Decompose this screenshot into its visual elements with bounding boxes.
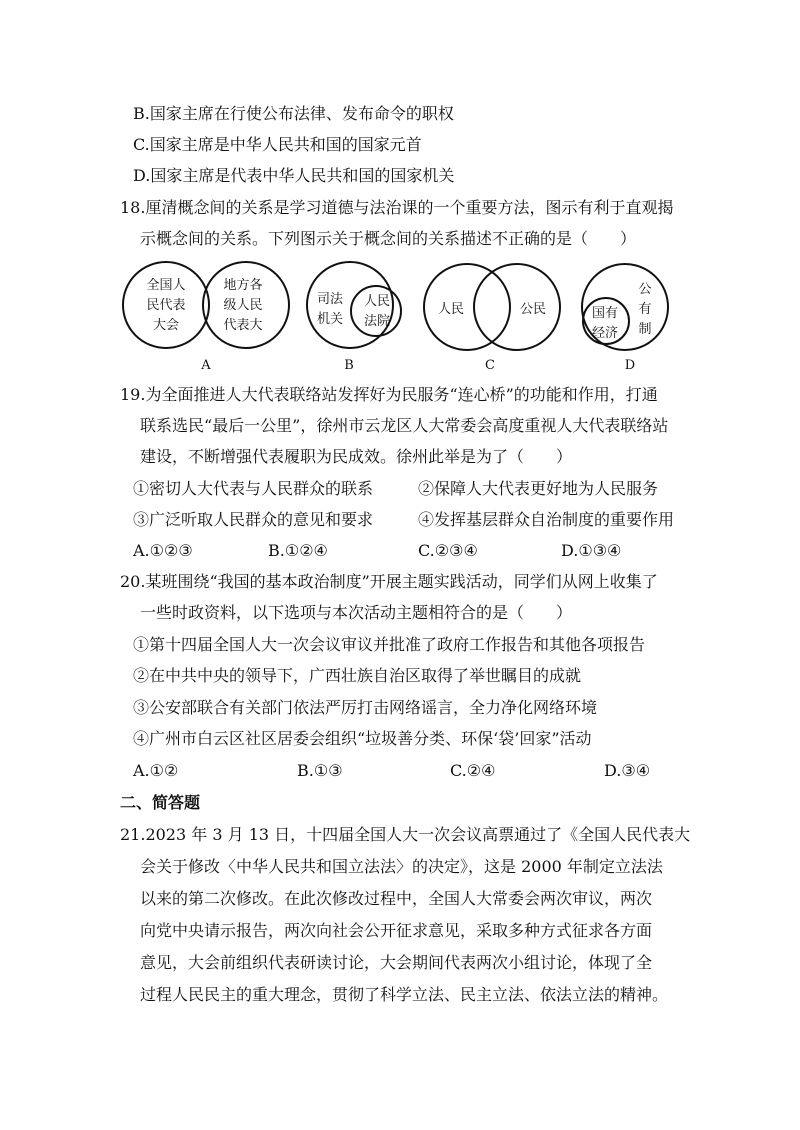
diagram-d-outer-text-3: 制 xyxy=(638,322,652,337)
q20-option-a: A.①② xyxy=(133,761,179,780)
q21-line6: 过程人民民主的重大理念，贯彻了科学立法、民主立法、依法立法的精神。 xyxy=(140,985,669,1004)
diagram-a-left-text-2: 民代表 xyxy=(146,298,186,313)
q19-option-b: B.①②④ xyxy=(268,541,328,560)
diagram-b-label: B xyxy=(344,358,354,373)
q19-stem-line2: 联系选民“最后一公里”，徐州市云龙区人大常委会高度重视人大代表联络站 xyxy=(140,416,669,435)
q20-item-2: ②在中共中央的领导下，广西壮族自治区取得了举世瞩目的成就 xyxy=(133,666,582,685)
q21-line3: 以来的第二次修改。在此次修改过程中，全国人大常委会两次审议，两次 xyxy=(140,889,653,908)
diagram-c-left-text: 人民 xyxy=(437,302,465,317)
diagram-b-outer-text-2: 机关 xyxy=(316,312,344,327)
q20-option-d: D.③④ xyxy=(604,761,651,780)
diagram-a-left-text-3: 大会 xyxy=(152,318,180,333)
q21-line2: 会关于修改〈中华人民共和国立法法〉的决定》，这是 2000 年制定立法法 xyxy=(140,857,663,876)
q17-option-b: B.国家主席在行使公布法律、发布命令的职权 xyxy=(133,104,454,123)
q19-stem-line1: 19.为全面推进人大代表联络站发挥好为民服务“连心桥”的功能和作用，打通 xyxy=(120,385,658,404)
diagram-b xyxy=(307,262,401,373)
q19-option-a: A.①②③ xyxy=(133,541,193,560)
diagram-b-inner-text-1: 人民 xyxy=(363,294,391,309)
q20-stem-line2: 一些时政资料，以下选项与本次活动主题相符合的是（ ） xyxy=(140,603,573,622)
diagram-b-outer-text-1: 司法 xyxy=(316,292,344,307)
q20-stem-line1: 20.某班围绕“我国的基本政治制度”开展主题实践活动，同学们从网上收集了 xyxy=(120,572,658,591)
q21-line1: 21.2023 年 3 月 13 日，十四届全国人大一次会议高票通过了《全国人民代表大 xyxy=(120,825,691,844)
diagram-a-left-text-1: 全国人 xyxy=(146,278,186,293)
q18-stem-line2: 示概念间的关系。下列图示关于概念间的关系描述不正确的是（ ） xyxy=(140,229,637,248)
q18-diagrams xyxy=(0,255,800,375)
diagram-d-inner-text-2: 经济 xyxy=(591,326,619,341)
q19-option-c: C.②③④ xyxy=(418,541,478,560)
q21-line5: 意见，大会前组织代表研读讨论，大会期间代表两次小组讨论，体现了全 xyxy=(140,953,653,972)
diagram-a xyxy=(123,262,289,373)
q20-item-3: ③公安部联合有关部门依法严厉打击网络谣言，全力净化网络环境 xyxy=(133,698,598,717)
q19-stem-line3: 建设，不断增强代表履职为民成效。徐州此举是为了（ ） xyxy=(140,447,573,466)
diagram-a-right-text-3: 代表大 xyxy=(223,318,263,333)
q21-line4: 向党中央请示报告，两次向社会公开征求意见，采取多种方式征求各方面 xyxy=(140,921,653,940)
q17-option-d: D.国家主席是代表中华人民共和国的国家机关 xyxy=(133,166,455,185)
diagram-d-label: D xyxy=(624,358,636,373)
diagram-a-right-text-2: 级人民 xyxy=(223,298,263,313)
diagram-d xyxy=(582,264,668,373)
diagram-c xyxy=(424,264,560,373)
diagram-b-inner-text-2: 法院 xyxy=(363,314,391,329)
diagram-c-right-text: 公民 xyxy=(519,302,547,317)
q18-stem-line1: 18.厘清概念间的关系是学习道德与法治课的一个重要方法，图示有利于直观揭 xyxy=(120,198,674,217)
q20-option-c: C.②④ xyxy=(450,761,496,780)
q17-option-c: C.国家主席是中华人民共和国的国家元首 xyxy=(133,135,422,154)
q20-option-b: B.①③ xyxy=(297,761,343,780)
q19-item-3: ③广泛听取人民群众的意见和要求 xyxy=(133,510,374,529)
section-heading-short-answer: 二、简答题 xyxy=(120,793,201,812)
q19-option-d: D.①③④ xyxy=(561,541,622,560)
diagram-d-outer-text-1: 公 xyxy=(638,282,652,297)
q19-item-1: ①密切人大代表与人民群众的联系 xyxy=(133,479,374,498)
diagram-d-outer-text-2: 有 xyxy=(638,302,652,317)
q19-item-2: ②保障人大代表更好地为人民服务 xyxy=(418,479,659,498)
q20-item-1: ①第十四届全国人大一次会议审议并批准了政府工作报告和其他各项报告 xyxy=(133,635,646,654)
q20-item-4: ④广州市白云区社区居委会组织“垃圾善分类、环保‘袋’回家”活动 xyxy=(133,729,592,748)
diagram-a-right-text-1: 地方各 xyxy=(223,278,263,293)
diagram-a-label: A xyxy=(201,358,211,373)
q19-item-4: ④发挥基层群众自治制度的重要作用 xyxy=(418,510,675,529)
diagram-c-label: C xyxy=(485,358,495,373)
diagram-d-inner-text-1: 国有 xyxy=(591,306,619,321)
